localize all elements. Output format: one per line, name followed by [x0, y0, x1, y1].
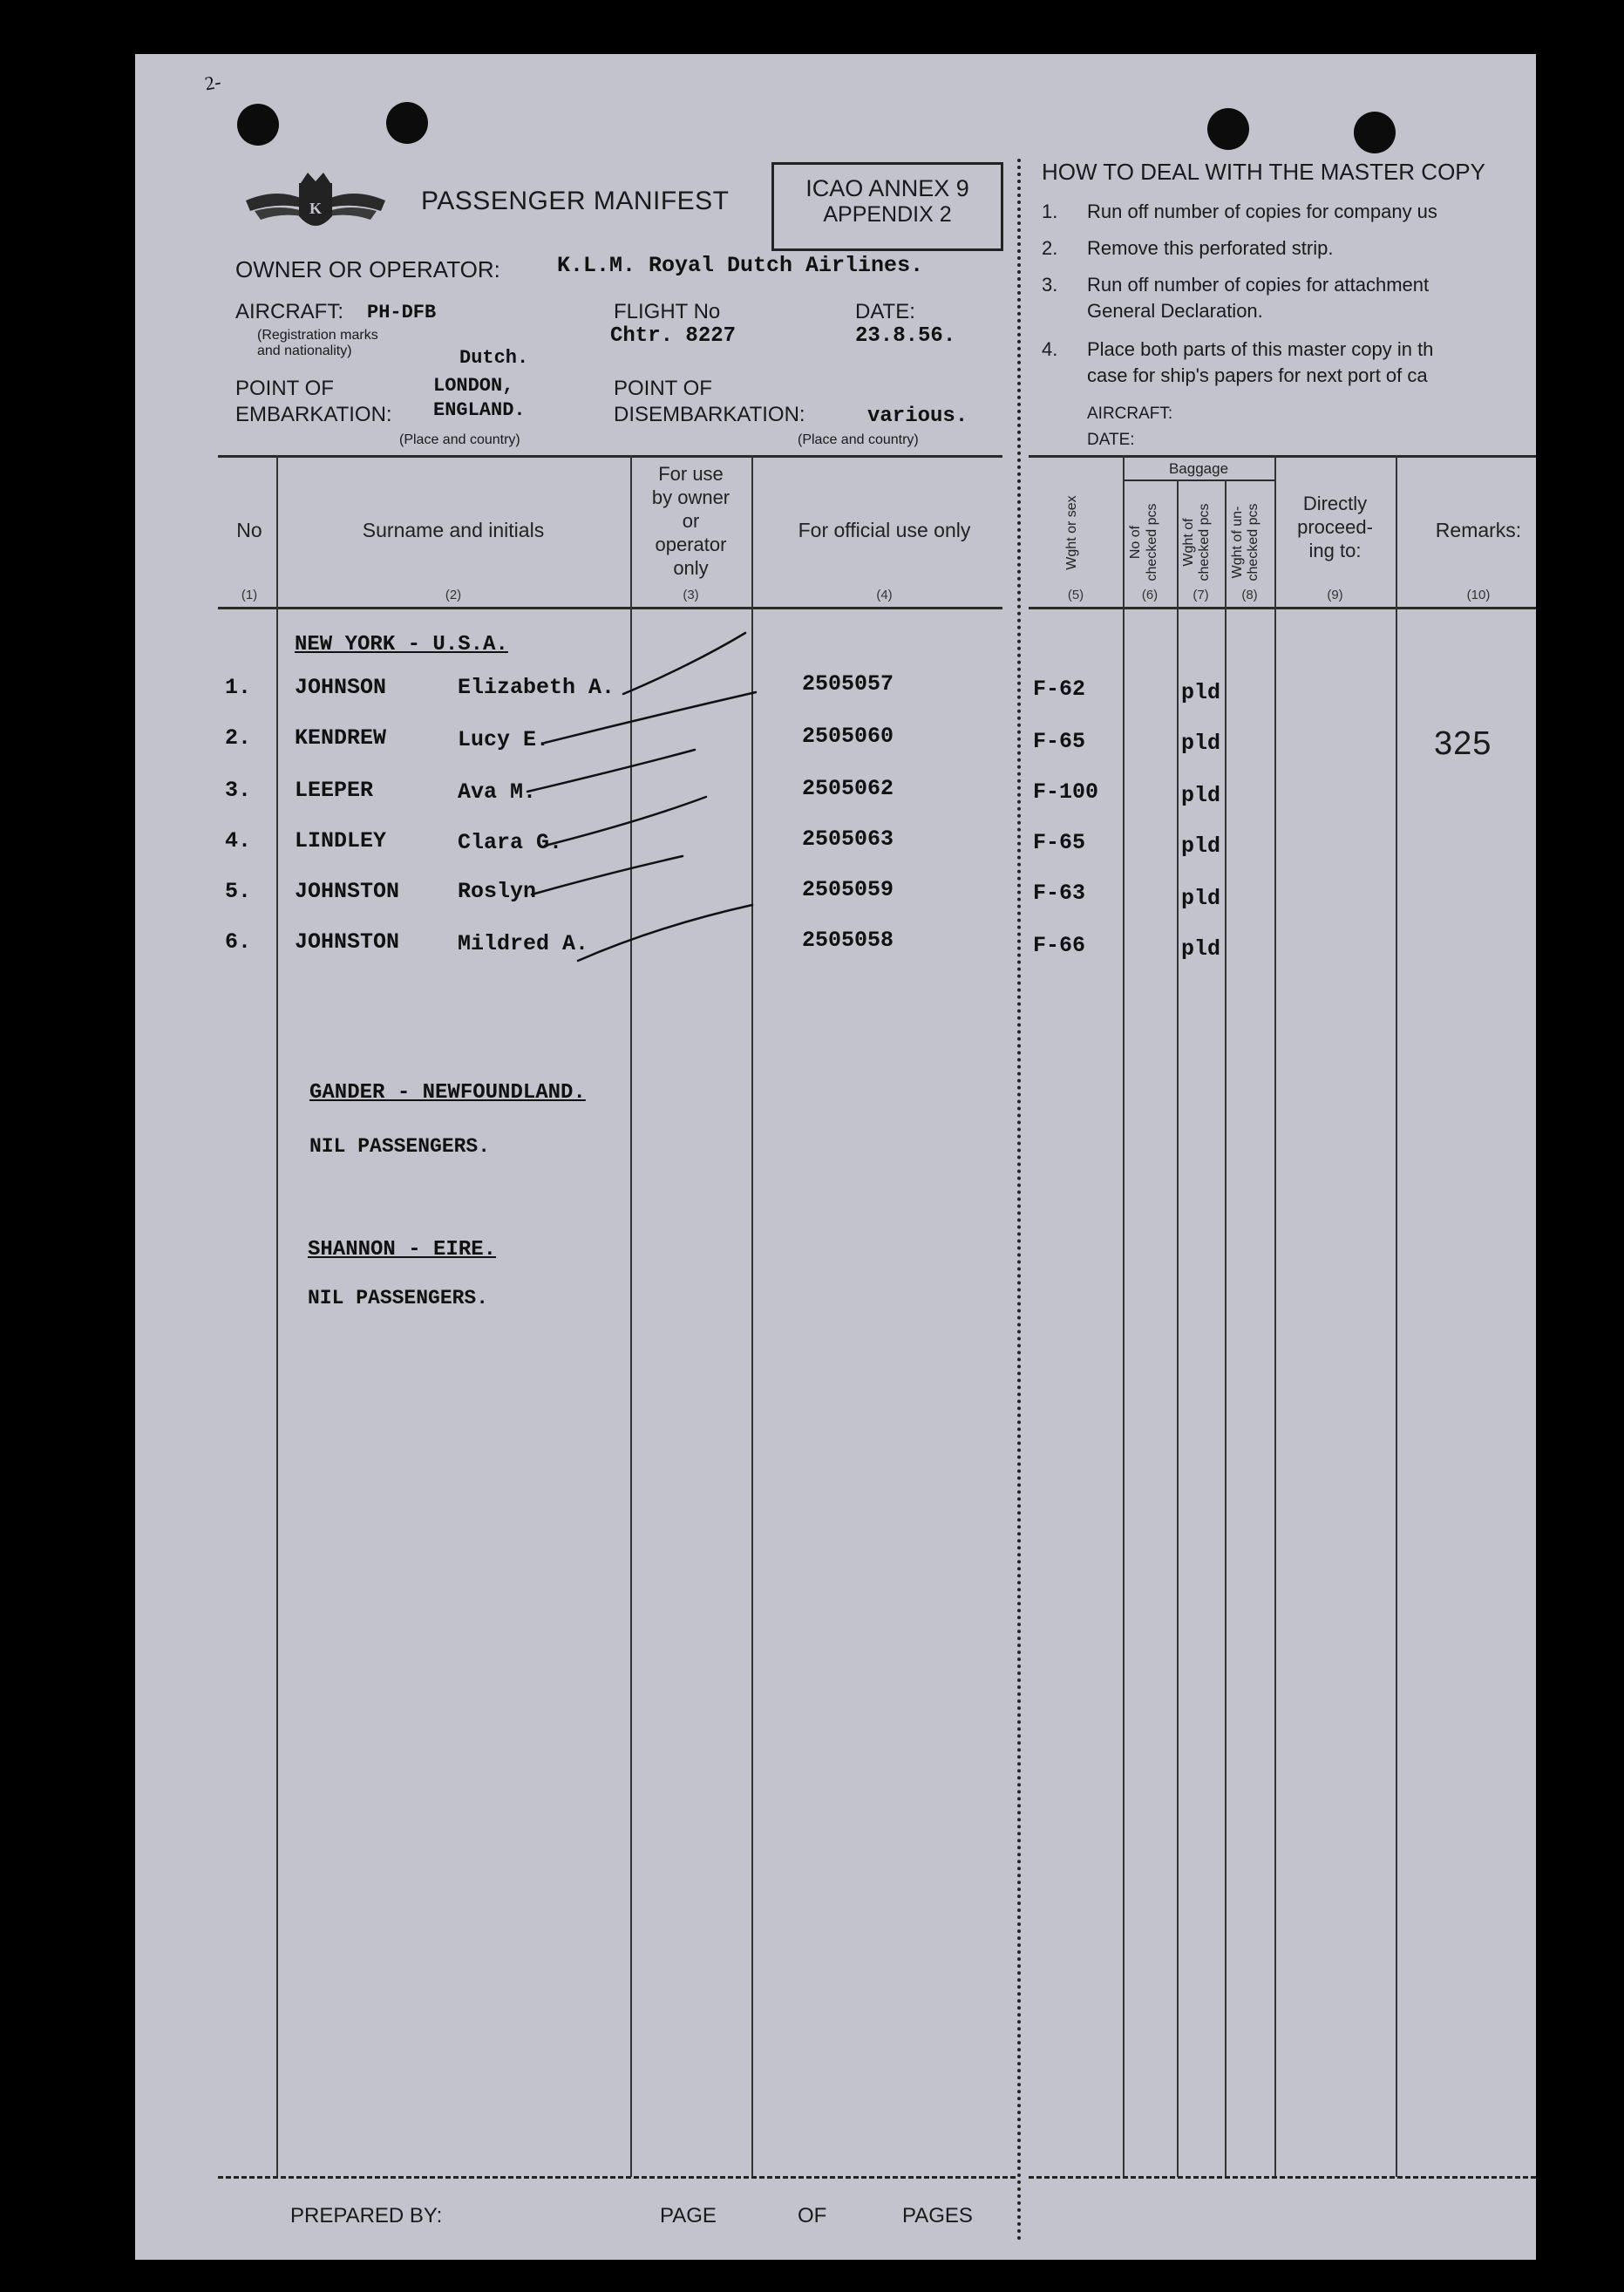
passenger-surname: JOHNSTON — [295, 879, 400, 904]
passenger-official: 2505059 — [802, 877, 894, 902]
owner-value: K.L.M. Royal Dutch Airlines. — [557, 253, 924, 278]
col-num-6: (6) — [1141, 588, 1159, 602]
col-num-8: (8) — [1241, 588, 1258, 602]
directly-line-2: proceed- — [1297, 516, 1373, 538]
passenger-initials: Mildred A. — [458, 931, 589, 956]
passenger-surname: LINDLEY — [295, 828, 387, 854]
footer-rule-strip — [1029, 2176, 1536, 2179]
col-header-directly — [1274, 492, 1396, 562]
col-header-surname: Surname and initials — [362, 519, 545, 541]
embark-place-note: (Place and country) — [399, 432, 520, 447]
col-header-no: No — [236, 519, 262, 541]
disembark-value: various. — [867, 405, 968, 428]
passenger-surname: LEEPER — [295, 778, 374, 803]
passenger-initials: Lucy E. — [458, 727, 550, 752]
corner-mark: 2- — [202, 70, 223, 95]
passenger-baggage: pld — [1181, 833, 1221, 859]
passenger-surname: JOHNSTON — [295, 929, 400, 955]
col-rule-6 — [1177, 479, 1179, 2177]
passenger-weight-sex: F-65 — [1033, 830, 1086, 855]
footer-pages: PAGES — [902, 2204, 973, 2227]
date-value: 23.8.56. — [855, 324, 956, 348]
passenger-no: 5. — [225, 879, 252, 904]
table-header-rule-strip — [1029, 607, 1536, 609]
footer-page: PAGE — [660, 2204, 717, 2227]
shannon-nil: NIL PASSENGERS. — [308, 1287, 489, 1309]
section-newyork: NEW YORK - U.S.A. — [295, 633, 508, 656]
passenger-baggage: pld — [1181, 731, 1221, 756]
manifest-page — [135, 54, 1536, 2260]
instruction-text-1: Run off number of copies for company us — [1087, 201, 1437, 222]
col-header-baggage: Baggage — [1168, 460, 1229, 477]
owner-use-line-2: by owner — [651, 486, 730, 508]
instruction-num-3: 3. — [1042, 274, 1058, 296]
flight-value: Chtr. 8227 — [610, 324, 737, 348]
strip-date-label: DATE: — [1087, 431, 1135, 449]
svg-text:K: K — [309, 200, 323, 217]
instruction-num-2: 2. — [1042, 237, 1058, 259]
icao-line-1: ICAO ANNEX 9 — [805, 175, 969, 201]
owner-use-line-1: For use — [658, 463, 724, 485]
passenger-weight-sex: F-66 — [1033, 933, 1086, 958]
perforation-line — [1017, 159, 1021, 2242]
passenger-official: 2505060 — [802, 724, 894, 749]
col-rule-8 — [1274, 455, 1276, 2177]
passenger-no: 2. — [225, 725, 252, 751]
section-shannon: SHANNON - EIRE. — [308, 1238, 497, 1262]
footer-of: OF — [798, 2204, 827, 2227]
embark-value-1: LONDON, — [433, 375, 514, 397]
passenger-official: 2505057 — [802, 671, 894, 697]
directly-line-3: ing to: — [1308, 540, 1362, 561]
instruction-text-3a: Run off number of copies for attachment — [1087, 274, 1430, 296]
col-num-5: (5) — [1067, 588, 1084, 602]
passenger-weight-sex: F-62 — [1033, 677, 1086, 702]
col-header-checked-pcs-1: No of — [1128, 525, 1143, 560]
col-num-2: (2) — [445, 588, 462, 602]
table-top-rule-strip — [1029, 455, 1536, 458]
owner-use-line-4: operator — [655, 534, 727, 555]
instruction-text-4a: Place both parts of this master copy in th — [1087, 338, 1434, 360]
col-header-official: For official use only — [798, 519, 971, 541]
nationality-value: Dutch. — [459, 347, 529, 369]
col-num-7: (7) — [1193, 588, 1209, 602]
passenger-surname: KENDREW — [295, 725, 387, 751]
passenger-official: 2505063 — [802, 826, 894, 852]
passenger-weight-sex: F-100 — [1033, 779, 1099, 805]
owner-use-line-5: only — [673, 557, 709, 579]
col-num-9: (9) — [1327, 588, 1343, 602]
instruction-text-4b: case for ship's papers for next port of ca — [1087, 364, 1428, 386]
footer-prepared-by: PREPARED BY: — [290, 2204, 443, 2227]
handwritten-ticks — [135, 54, 1007, 1013]
passenger-baggage: pld — [1181, 680, 1221, 705]
col-header-checked-wght-2: checked pcs — [1197, 503, 1212, 582]
passenger-official: 2505058 — [802, 928, 894, 953]
aircraft-value: PH-DFB — [367, 302, 437, 323]
owner-use-line-3: or — [682, 510, 700, 532]
passenger-weight-sex: F-65 — [1033, 729, 1086, 754]
passenger-no: 3. — [225, 778, 252, 803]
embark-label-1: POINT OF — [235, 377, 334, 400]
punch-hole — [1354, 112, 1396, 153]
passenger-initials: Roslyn — [458, 879, 537, 904]
instruction-num-1: 1. — [1042, 201, 1058, 222]
passenger-initials: Clara G. — [458, 830, 563, 855]
passenger-initials: Ava M. — [458, 779, 537, 805]
punch-hole — [1207, 108, 1249, 150]
passenger-official: 2505062 — [802, 776, 894, 801]
strip-aircraft-label: AIRCRAFT: — [1087, 405, 1173, 423]
footer-rule — [218, 2176, 1016, 2179]
directly-line-1: Directly — [1302, 493, 1368, 514]
passenger-baggage: pld — [1181, 936, 1221, 962]
col-header-checked-wght-1: Wght of — [1181, 518, 1196, 567]
col-num-4: (4) — [876, 588, 893, 602]
baggage-rule — [1123, 479, 1274, 481]
page-title: PASSENGER MANIFEST — [421, 187, 730, 215]
col-header-remarks: Remarks: — [1435, 519, 1522, 541]
passenger-no: 1. — [225, 675, 252, 700]
passenger-no: 4. — [225, 828, 252, 854]
col-rule-7 — [1225, 479, 1226, 2177]
passenger-baggage: pld — [1181, 783, 1221, 808]
col-num-3: (3) — [683, 588, 699, 602]
col-header-unchecked-2: checked pcs — [1246, 503, 1260, 582]
col-header-unchecked-1: Wght of un- — [1230, 506, 1245, 579]
col-num-10: (10) — [1466, 588, 1491, 602]
col-rule-9 — [1396, 455, 1397, 2177]
passenger-no: 6. — [225, 929, 252, 955]
section-gander: GANDER - NEWFOUNDLAND. — [309, 1081, 586, 1105]
col-header-checked-pcs-2: checked pcs — [1145, 503, 1159, 582]
embark-value-2: ENGLAND. — [433, 399, 526, 421]
owner-label: OWNER OR OPERATOR: — [235, 256, 500, 282]
disembark-label-1: POINT OF — [614, 377, 712, 400]
icao-line-2: APPENDIX 2 — [823, 202, 952, 227]
disembark-label-2: DISEMBARKATION: — [614, 403, 805, 426]
remark-value: 325 — [1434, 725, 1492, 762]
col-rule-5 — [1123, 455, 1125, 2177]
passenger-baggage: pld — [1181, 886, 1221, 911]
passenger-surname: JOHNSON — [295, 675, 387, 700]
aircraft-label: AIRCRAFT: — [235, 300, 344, 323]
disembark-place-note: (Place and country) — [798, 432, 919, 447]
date-label: DATE: — [855, 300, 915, 323]
instructions-title: HOW TO DEAL WITH THE MASTER COPY — [1042, 159, 1485, 185]
instruction-text-3b: General Declaration. — [1087, 300, 1263, 322]
col-header-weight-sex: Wght or sex — [1064, 495, 1079, 570]
passenger-initials: Elizabeth A. — [458, 675, 615, 700]
embark-label-2: EMBARKATION: — [235, 403, 392, 426]
aircraft-note: (Registration marks and nationality) — [257, 328, 378, 358]
passenger-weight-sex: F-63 — [1033, 881, 1086, 906]
flight-label: FLIGHT No — [614, 300, 721, 323]
gander-nil: NIL PASSENGERS. — [309, 1135, 491, 1158]
instruction-num-4: 4. — [1042, 338, 1058, 360]
instruction-text-2: Remove this perforated strip. — [1087, 237, 1334, 259]
col-num-1: (1) — [241, 588, 258, 602]
